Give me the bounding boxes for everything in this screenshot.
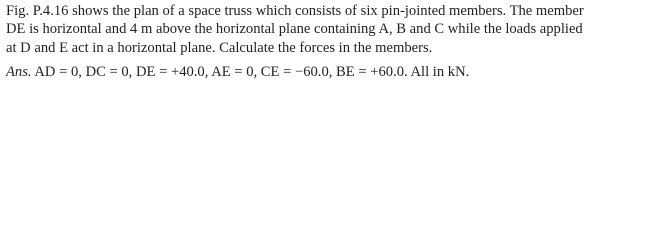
- text-block: [6, 2, 658, 81]
- answer-label: Ans.: [6, 63, 32, 80]
- answer-line: [6, 63, 658, 81]
- problem-line-1: Fig. P.4.16 shows the plan of a space truss which consists of six pin-jointed members. The member: [6, 3, 584, 19]
- problem-line-2: DE is horizontal and 4 m above the horizontal plane containing A, B and C while the loads applied: [6, 21, 583, 38]
- problem-statement: [6, 2, 658, 57]
- problem-line-3: at D and E act in a horizontal plane. Calculate the forces in the members.: [6, 39, 433, 56]
- answer-text: AD = 0, DC = 0, DE = +40.0, AE = 0, CE = −60.0, BE = +60.0. All in kN.: [34, 63, 470, 80]
